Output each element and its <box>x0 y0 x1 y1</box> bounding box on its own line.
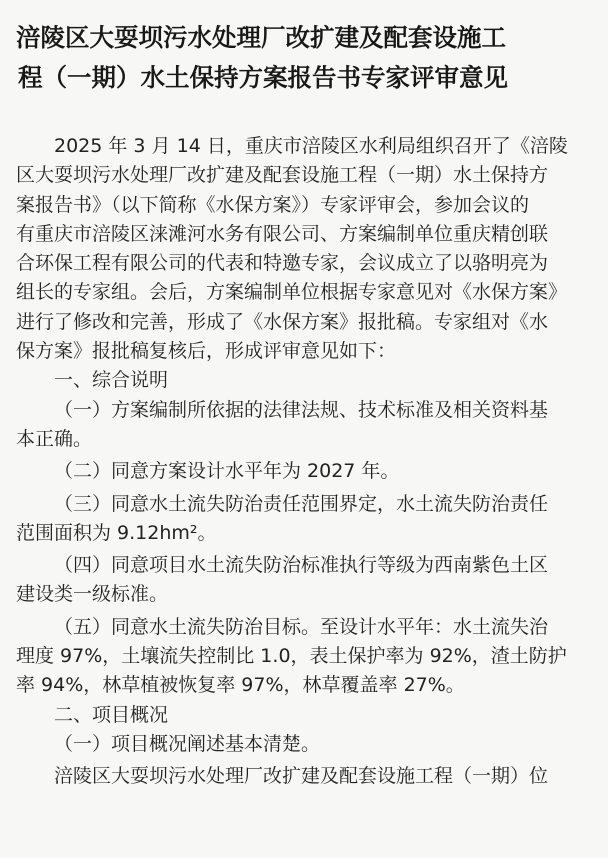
intro-line-3: 案报告书》（以下简称《水保方案》）专家评审会，参加会议的 <box>16 193 530 216</box>
title-line-2: 程（一期）水土保持方案报告书专家评审意见 <box>18 63 508 92</box>
item-5-line-1: （五）同意水土流失防治目标。至设计水平年：水土流失治 <box>54 615 549 638</box>
intro-line-8: 保方案》报批稿复核后，形成评审意见如下： <box>16 340 397 363</box>
section-2-heading: 二、项目概况 <box>54 703 169 726</box>
intro-line-7: 进行了修改和完善，形成了《水保方案》报批稿。专家组对《水 <box>16 310 549 333</box>
intro-line-2: 区大耍坝污水处理厂改扩建及配套设施工程（一期）水土保持方 <box>16 164 549 187</box>
document-body <box>16 132 594 792</box>
item-4-line-2: 建设类一级标准。 <box>16 583 169 606</box>
item-1-line-2: 本正确。 <box>16 427 93 450</box>
final-line: 涪陵区大耍坝污水处理厂改扩建及配套设施工程（一期）位 <box>54 765 549 788</box>
section-1-heading: 一、综合说明 <box>54 369 169 392</box>
item-3-line-1: （三）同意水土流失防治责任范围界定，水土流失防治责任 <box>54 492 549 515</box>
item-5-line-3: 率 94%，林草植被恢复率 97%，林草覆盖率 27%。 <box>16 674 465 697</box>
item-4-line-1: （四）同意项目水土流失防治标准执行等级为西南紫色土区 <box>54 554 549 577</box>
item-3-line-2: 范围面积为 9.12hm²。 <box>16 521 217 544</box>
intro-line-4: 有重庆市涪陵区涞滩河水务有限公司、方案编制单位重庆精创联 <box>16 222 549 245</box>
item-5-line-2: 理度 97%，土壤流失控制比 1.0，表土保护率为 92%，渣土防护 <box>16 645 567 668</box>
item-1-line-1: （一）方案编制所依据的法律法规、技术标准及相关资料基 <box>54 398 549 421</box>
document-title <box>16 18 594 98</box>
item-2-line: （二）同意方案设计水平年为 2027 年。 <box>54 460 400 483</box>
section-2-item-1: （一）项目概况阐述基本清楚。 <box>54 732 321 755</box>
title-line-1: 涪陵区大耍坝污水处理厂改扩建及配套设施工 <box>16 23 506 52</box>
intro-line-5: 合环保工程有限公司的代表和特邀专家，会议成立了以骆明亮为 <box>16 252 549 275</box>
intro-line-6: 组长的专家组。会后，方案编制单位根据专家意见对《水保方案》 <box>16 281 568 304</box>
intro-line-1: 2025 年 3 月 14 日，重庆市涪陵区水利局组织召开了《涪陵 <box>54 135 568 157</box>
